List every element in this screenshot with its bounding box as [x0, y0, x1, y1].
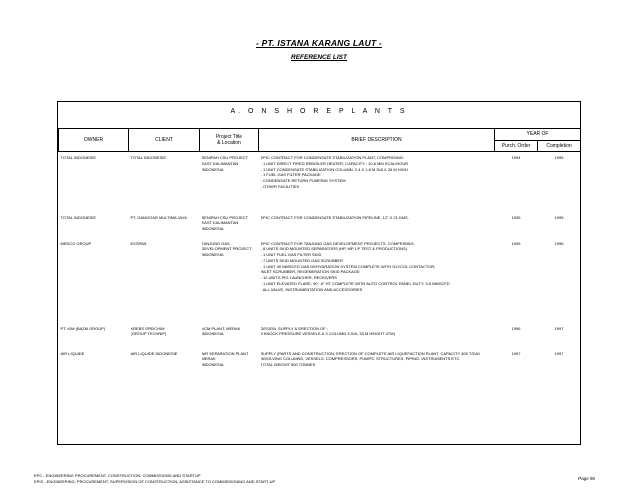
document-subtitle: REFERENCE LIST: [291, 54, 347, 61]
col-header-year-of: YEAR OF: [495, 129, 581, 141]
col-header-purch-order: Purch. Order: [495, 140, 538, 152]
completion-cell: 1997: [554, 350, 564, 356]
project-cell: VCM PLANT, MERAK INDONESIA: [201, 325, 241, 337]
owner-cell: MEDCO GROUP: [60, 240, 92, 246]
project-cell: SENIPAH CSU PROJECT EAST KALIMANTAN INDONESIA: [201, 214, 249, 232]
description-cell: DESIGN, SUPPLY & ERECTION OF : 3 KNOCK PRESSURE VESSELS & 3 COLUMN 3 DIA, 33 M HEIGHT 4TM): [260, 325, 395, 337]
col-header-owner: OWNER: [59, 129, 129, 152]
col-header-project: [200, 129, 259, 152]
client-cell: PT. GANGGAR MULTIMA JAYA: [130, 214, 187, 220]
purch-order-cell: 1995: [511, 240, 521, 246]
completion-cell: 1997: [554, 325, 564, 331]
client-cell: EXSPAN: [130, 240, 147, 246]
description-cell: EPIC CONTRACT FOR CONDENSATE STABILIZATION PIPELINE, 12" X 21 KMS.: [260, 214, 409, 220]
owner-cell: AIR LIQUIDE: [60, 350, 85, 356]
col-header-completion: Completion: [538, 140, 581, 152]
project-cell: AIR SEPARATION PLANT MERAK INDONESIA: [201, 350, 249, 368]
owner-cell: PT. KIM (BAZM GROUP): [60, 325, 106, 331]
table-row: [59, 241, 581, 326]
col-header-client: CLIENT: [129, 129, 200, 152]
section-title: A. O N S H O R E P L A N T S: [230, 108, 408, 115]
description-cell: EPIC CONTRACT FOR TANJUNG GAS DEVELOPMENT PROJECTS, COMPRISING: - 8 UNITS SKID MOUNTED SEPARATORS (HP, MP, LP TEST & PRODUCTIONS) - 1 UNIT FUEL GAS FILTER SKID - 7 UNITS SKID MOUNTED GAS SCRUBBER - 1 UNIT 40 MMSCFD GAS DEHYDRATION SYSTEM COMPLETE WITH GLYCOL CONTACTOR, INLET SCRUBBER, REGENERATION SKID PACKAGE - 12 UNITS PIG LAUNCHER, RECEIVERS - 1 UNIT ELEVATED FLARE, 90' -0" HT COMPLETE WITH AUTO CONTROL PANEL DUTY: 3.6 MMSCFD - ALL VALVE, INSTRUMENTATION AND ACCESSORIES: [260, 240, 450, 292]
owner-cell: TOTAL INDONESIE: [60, 155, 96, 160]
project-cell: SENIPAH CSU PROJECT EAST KALIMANTAN INDONESIA: [201, 155, 249, 172]
client-cell: AIR LIQUIDE INDONESIE: [130, 350, 178, 356]
reference-table: [58, 128, 581, 381]
purch-order-cell: 1996: [511, 325, 521, 331]
purch-order-cell: 1997: [511, 350, 521, 356]
project-cell: TANJUNG GAS DEVELOPMENT PROJECT INDONESIA: [201, 240, 252, 258]
purch-order-cell: 1995: [511, 214, 521, 220]
footer-epc-legend: EPC - ENGINEERING PROCUREMENT, CONSTRUCTION, COMMISSIONG AND STARTUP: [34, 473, 201, 478]
completion-cell: 1996: [554, 240, 564, 246]
footer-epis-legend: EPIS - ENGINEERING, PROCUREMENT, SUPERVISION OF CONSTRUCTION, ASSISTANCE TO COMMISSIONING AND START-UP: [34, 479, 276, 484]
purch-order-cell: 1994: [511, 155, 521, 160]
col-header-project-line2: & Location: [217, 140, 241, 146]
page-number: Page 90: [578, 476, 595, 481]
table-row: [59, 351, 581, 381]
col-header-description: BRIEF DESCRIPTION: [259, 129, 495, 152]
table-row: [59, 326, 581, 351]
table-row: [59, 152, 581, 215]
completion-cell: 1995: [554, 214, 564, 220]
company-title: - PT. ISTANA KARANG LAUT -: [256, 38, 382, 48]
completion-cell: 1995: [554, 155, 564, 160]
table-row: [59, 215, 581, 241]
client-cell: TOTAL INDONESIE: [130, 155, 166, 160]
description-cell: SUPPLY (PARTS AND CONSTRUCTION, ERECTION OF COMPLETE AIR LIQUEFACTION PLANT, CAPACITY 400 T/DAY INVOLVING COLUMNS, VESSELS, COMPRESSORS, PUMPS, STRUCTURES, PIPING, INSTRUMENTS ETC. TOTAL WEIGHT 500 TONNES: [260, 350, 481, 368]
col-header-project-line1: Project Title: [215, 134, 243, 140]
reference-table-frame: [57, 101, 581, 445]
owner-cell: TOTAL INDONESIE: [60, 214, 96, 220]
client-cell: KREBS SPEICHIM (GROUP TECHNIP): [130, 325, 167, 337]
description-cell: EPIC CONTRACT FOR CONDENSATE STABILIZATION PLANT, COMPRISING: - 1 UNIT DIRECT FIRED REBOILER HEATER, CAPACITY : 10.6 MM KCAL/HOUR - 1 UNIT CONDENSATE STABILIZATION COLUMN, 2.4 X 1.8 M DIA X 26 M HIGH - 1 FUEL GAS FILTER PACKAGE - CONDENSATE RETURN PUMPING SYSTEM - OTHER FACILITIES: [260, 155, 409, 189]
